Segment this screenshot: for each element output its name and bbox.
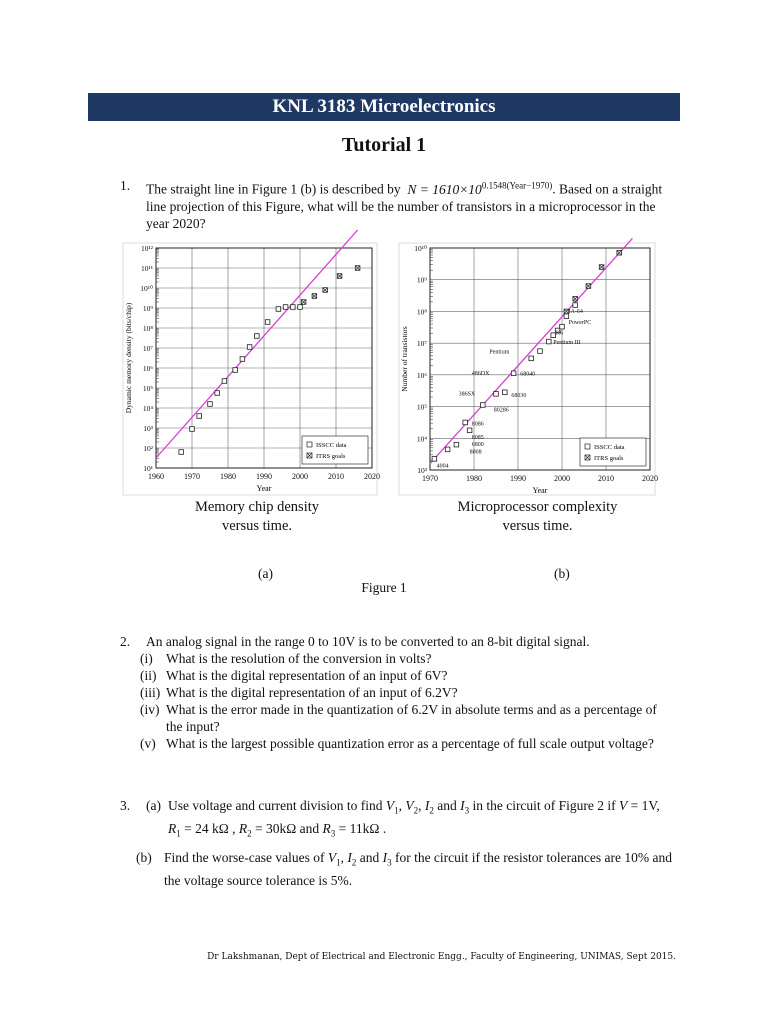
x-tick-label: 2020 <box>364 472 380 481</box>
data-point-isscc <box>291 305 296 310</box>
data-point-isscc <box>222 379 227 384</box>
chip-annotation: K6 <box>555 330 564 337</box>
question-3a <box>146 797 672 842</box>
figure-label: Figure 1 <box>361 580 407 595</box>
y-tick-label: 10⁹ <box>142 304 153 313</box>
caption-b <box>420 498 655 536</box>
data-point-isscc <box>538 349 543 354</box>
sub-question-text: What is the largest possible quantization error as a percentage of full scale output voltage? <box>166 736 654 751</box>
caption-a-line1: Memory chip density <box>194 499 320 515</box>
part-label: (a) <box>146 798 161 813</box>
data-point-isscc <box>298 305 303 310</box>
sub-question <box>120 701 672 735</box>
y-tick-label: 10⁶ <box>416 370 427 380</box>
sub-question-index: (iv) <box>140 702 160 717</box>
data-point-isscc <box>265 320 270 325</box>
data-point-isscc <box>255 334 260 339</box>
chart-microprocessor-complexity <box>398 242 656 496</box>
question-text: The straight line in Figure 1 (b) is described by <box>146 181 401 197</box>
x-tick-label: 1970 <box>422 474 438 483</box>
x-tick-label: 2000 <box>554 474 570 483</box>
chip-annotation: IA-64 <box>568 309 583 316</box>
question-number: 3. <box>120 798 131 813</box>
chip-annotation: 386SX <box>458 391 476 398</box>
y-tick-label: 10³ <box>417 466 427 475</box>
question-3b <box>136 849 672 889</box>
data-point-isscc <box>454 442 459 447</box>
legend-label: ITRS goals <box>594 455 624 462</box>
chip-annotation: 68040 <box>520 371 536 378</box>
sub-question <box>120 684 672 701</box>
chip-annotation: PowerPC <box>568 320 592 327</box>
legend-swatch <box>307 442 312 447</box>
question-3 <box>120 797 672 842</box>
data-point-isscc <box>190 427 195 432</box>
data-point-isscc <box>560 324 565 329</box>
data-point-isscc <box>233 368 238 373</box>
caption-a <box>142 498 372 536</box>
data-point-isscc <box>445 447 450 452</box>
sub-question-text: What is the digital representation of an input of 6V? <box>166 668 448 683</box>
y-tick-label: 10¹ <box>143 464 153 473</box>
formula <box>407 182 552 197</box>
x-tick-label: 1960 <box>148 472 164 481</box>
legend-label: ISSCC data <box>594 444 625 451</box>
data-point-isscc <box>511 371 516 376</box>
y-tick-label: 10¹⁰ <box>414 244 427 253</box>
x-tick-label: 2010 <box>598 474 614 483</box>
chip-annotation: Pentium III <box>553 339 581 346</box>
data-point-isscc <box>503 390 508 395</box>
sub-question-text: What is the error made in the quantization of 6.2V in absolute terms and as a percentage of the input? <box>166 702 657 734</box>
data-point-isscc <box>494 392 499 397</box>
chip-annotation: 4004 <box>436 463 449 470</box>
chip-annotation: 80286 <box>493 407 509 414</box>
sub-question-index: (ii) <box>140 668 157 683</box>
y-tick-label: 10¹² <box>141 244 153 253</box>
y-tick-label: 10¹⁰ <box>140 284 153 293</box>
data-point-isscc <box>240 357 245 362</box>
chip-annotation: 8008 <box>469 449 482 456</box>
formula-main: N = 1610×10 <box>407 181 482 197</box>
data-point-isscc <box>432 457 437 462</box>
data-point-isscc <box>276 307 281 312</box>
x-tick-label: 1990 <box>510 474 526 483</box>
caption-b-line2: versus time. <box>502 518 573 534</box>
x-tick-label: 2020 <box>642 474 658 483</box>
caption-a-line2: versus time. <box>221 518 293 534</box>
data-point-isscc <box>547 339 552 344</box>
data-point-isscc <box>573 303 578 308</box>
formula-exponent: 0.1548(Year−1970) <box>481 180 553 190</box>
data-point-isscc <box>197 414 202 419</box>
y-tick-label: 10⁷ <box>416 339 427 349</box>
part-label: (b) <box>136 850 152 865</box>
question-1 <box>120 177 672 232</box>
data-point-isscc <box>481 403 486 408</box>
footer: Dr Lakshmanan, Dept of Electrical and Electronic Engg., Faculty of Engineering, UNIMAS, Sept 2015. <box>207 952 676 962</box>
question-text-continued: . Based on a straight line projection of this Figure, what will be the number of transistors in a microprocessor in the year 2020? <box>146 181 663 231</box>
chip-annotation: 6800 <box>471 442 484 449</box>
data-point-isscc <box>215 391 220 396</box>
data-point-isscc <box>529 356 534 361</box>
chip-annotation: 8085 <box>471 434 484 441</box>
data-point-isscc <box>247 345 252 350</box>
x-tick-label: 2000 <box>292 472 308 481</box>
y-tick-label: 10⁸ <box>416 307 427 317</box>
page-title: Tutorial 1 <box>341 134 427 156</box>
x-tick-label: 1980 <box>466 474 482 483</box>
y-axis-label: Number of transistors <box>400 326 409 392</box>
y-tick-label: 10¹¹ <box>141 264 153 273</box>
x-tick-label: 1980 <box>220 472 236 481</box>
y-tick-label: 10⁵ <box>416 402 427 412</box>
course-banner: KNL 3183 Microelectronics <box>88 93 680 121</box>
y-tick-label: 10⁸ <box>142 324 153 333</box>
question-number: 2. <box>120 634 131 649</box>
data-point-isscc <box>208 402 213 407</box>
y-tick-label: 10² <box>143 444 153 453</box>
y-tick-label: 10⁵ <box>142 384 153 393</box>
chip-annotation: Pentium <box>489 349 510 356</box>
question-number: 1. <box>120 178 131 193</box>
part-a-text: Use voltage and current division to find $V_1$, $V_2$, $I_2$ and $I_3$ in the circuit of Figure 2 if V = 1V, $R_1 = 24$ kΩ , $R_2 = 30k\Omega$ and $R_3 = 11k\Omega$ . <box>168 798 660 839</box>
data-point-isscc <box>179 450 184 455</box>
part-b-text: Find the worse-case values of $V_1$, $I_2$ and $I_3$ for the circuit if the resistor tolerances are 10% and the voltage source tolerance is 5%. <box>164 850 672 888</box>
y-tick-label: 10⁶ <box>142 364 153 373</box>
y-tick-label: 10⁴ <box>142 404 153 413</box>
sub-question <box>120 735 672 752</box>
panel-label-a: (a) <box>258 566 273 581</box>
data-point-isscc <box>467 428 472 433</box>
chart-memory-density <box>122 242 378 496</box>
sub-question-index: (v) <box>140 736 156 751</box>
data-point-isscc <box>551 333 556 338</box>
sub-question <box>120 650 672 667</box>
sub-question-text: What is the resolution of the conversion in volts? <box>166 651 432 666</box>
sub-question <box>120 667 672 684</box>
panel-label-b: (b) <box>554 566 570 581</box>
y-tick-label: 10⁴ <box>416 434 427 444</box>
caption-b-line1: Microprocessor complexity <box>457 499 618 515</box>
sub-question-text: What is the digital representation of an input of 6.2V? <box>166 685 458 700</box>
sub-question-index: (iii) <box>140 685 161 700</box>
x-axis-label: Year <box>256 484 272 493</box>
y-tick-label: 10³ <box>143 424 153 433</box>
x-tick-label: 1990 <box>256 472 272 481</box>
sub-question-index: (i) <box>140 651 153 666</box>
y-axis-label: Dynamic memory density (bits/chip) <box>124 302 133 414</box>
legend-label: ISSCC data <box>316 442 347 449</box>
sub-question-list <box>120 650 672 752</box>
data-point-isscc <box>283 305 288 310</box>
data-point-isscc <box>463 420 468 425</box>
chip-annotation: 486DX <box>471 370 490 377</box>
x-axis-label: Year <box>532 486 548 495</box>
x-tick-label: 2010 <box>328 472 344 481</box>
y-tick-label: 10⁷ <box>142 344 153 353</box>
question-2 <box>120 633 672 752</box>
question-stem: An analog signal in the range 0 to 10V is to be converted to an 8-bit digital signal. <box>146 634 590 649</box>
legend-label: ITRS goals <box>316 453 346 460</box>
x-tick-label: 1970 <box>184 472 200 481</box>
y-tick-label: 10⁹ <box>416 275 427 285</box>
legend-swatch <box>585 444 590 449</box>
chip-annotation: 8086 <box>471 421 484 428</box>
chip-annotation: 68030 <box>511 393 527 400</box>
